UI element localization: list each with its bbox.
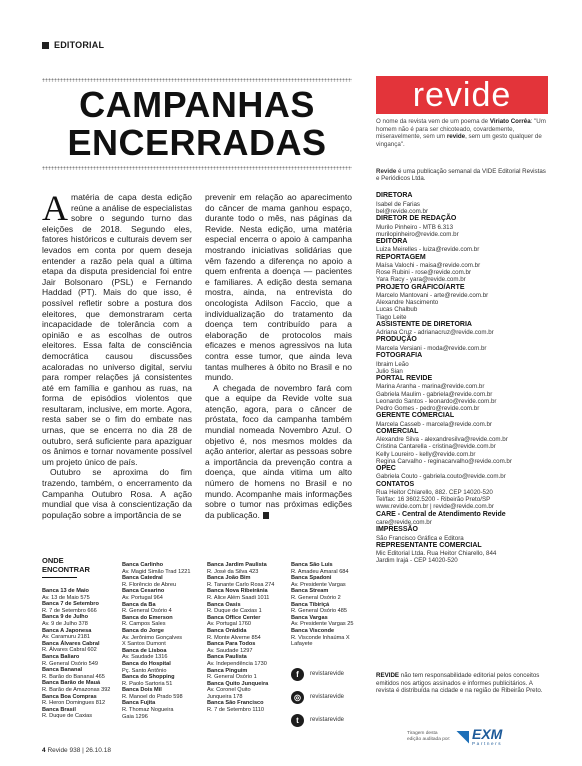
newsstand-address: Av. Saudade 1297 — [207, 647, 253, 654]
headline-bottom-rule — [42, 166, 352, 170]
newsstand-name: Banca do Jorge — [122, 627, 164, 634]
where-to-find-title-line-1: ONDE — [42, 556, 64, 565]
masthead-person: Leonardo Santos - leonardo@revide.com.br — [376, 397, 497, 405]
masthead-person: Ibraim Leão — [376, 360, 409, 368]
newsstand-address: R. 7 de Setembro 1110 — [207, 707, 265, 714]
social-twitter[interactable] — [291, 713, 344, 727]
page-footer — [42, 747, 111, 754]
where-to-find-title-line-2: ENCONTRAR — [42, 564, 90, 574]
masthead-person: Murilo Pinheiro - MTB 6.313 — [376, 223, 454, 231]
newsstand-name: Banca Spadoni — [291, 575, 332, 582]
exm-wordmark — [472, 728, 502, 746]
article-paragraph: prevenir em relação ao aparecimento do câncer de mama ganhou espaço, durante todo o mês, nas páginas da Revide. Nesta edição, uma matéria especial encerra o apoio à campanha mostrando iniciativas solidárias que vêm fazendo a diferença no apoio a quem enfrenta a doença — pacientes e familiares. A edição desta semana mostra, ainda, na entrevista do oncologista Adilson Faccio, que a individualização do tratamento da doença tem contribuído para a elaboração de protocolos mais eficazes e menos agressivos na luta contra esse tumor, que ainda leva tantas mulheres à óbito no Brasil e no mundo. — [205, 192, 352, 383]
newsstand-address: Pç. Santo Antônio — [122, 667, 167, 674]
social-handle: revistarevide — [310, 717, 345, 723]
footer-separator: | — [82, 747, 86, 754]
newsstand-name: Banca São Luis — [291, 562, 333, 568]
newsstand-name: Banca São Francisco — [207, 700, 264, 707]
masthead-person: www.revide.com.br | revide@revide.com.br — [376, 503, 494, 511]
masthead-person: Lucas Chalbub — [376, 306, 418, 314]
note-brand: REVIDE — [376, 672, 400, 679]
newsstand-address: R. Duque de Caxias — [42, 713, 93, 720]
newsstand-address: R. Thomaz Nogueira — [122, 707, 174, 714]
newsstand-name: Banca 9 de Julho — [42, 614, 89, 621]
newsstand-name: Banca Barão de Mauá — [42, 680, 101, 687]
newsstand-name: Banca Fujita — [122, 700, 156, 707]
section-tag — [42, 40, 104, 50]
masthead-role: PROJETO GRÁFICO/ARTE — [376, 283, 465, 291]
newsstand-address: R. General Osório 549 — [42, 660, 98, 667]
newsstand-name: Banca Boa Compras — [42, 693, 97, 700]
newsstand-name: Banca Catedral — [122, 575, 163, 582]
newsstand-name: Banca Stream — [291, 588, 329, 595]
newsstand-address: Av. Portugal 964 — [122, 594, 163, 601]
newsstand-address: R. José da Silva 423 — [207, 568, 259, 575]
newsstand-name: Banca Baliaro — [42, 653, 80, 660]
masthead-person: bel@revide.com.br — [376, 208, 429, 216]
article-paragraph-text: matéria de capa desta edição reúne a análise de especialistas sobre o segundo turno das eleições de 2018. Segundo eles, fatores históricos e culturais devem ser levados em conta por quem deseja entender a razão pela qual a última etapa da disputa presidencial foi entre Jair Bolsonaro (PSL) e Fernando Haddad (PT). Mais do que isso, é possível refletir sobre a postura dos eleitores, que demonstraram certa incapacidade de tolerância com a opinião e as escolhas de outros eleitores. Essa falta de consciência democrática causou discussões acaloradas no universo digital, serviu para romper relações já consistentes até em família e ganhou as ruas, na forma de episódios violentos que resultaram, inclusive, em morte. Agora, resta saber se o fim do embate nas urnas, que se encerra no dia 28 de outubro, será suficiente para apaziguar os ânimos e tornar novamente possível um projeto único de país. — [42, 192, 192, 467]
drop-cap: A — [42, 188, 68, 228]
masthead-person: care@revide.com.br — [376, 518, 432, 526]
masthead-person: Marcela Casseb - marcela@revide.com.br — [376, 420, 492, 428]
masthead-person: Yara Racy - yara@revide.com.br — [376, 276, 466, 284]
newsstand-address: R. Monte Alverne 854 — [207, 634, 261, 641]
newsstand-address: Av. Jerônimo Gonçalves — [122, 634, 183, 641]
masthead-person: Marcelo Mantovani - arte@revide.com.br — [376, 292, 489, 300]
tagline-word: revide — [446, 133, 466, 141]
masthead-person: Jardim Irajá - CEP 14020-520 — [376, 557, 458, 565]
newsstand-address: Av. Presidente Vargas — [291, 581, 346, 588]
exm-sub: Partners — [472, 741, 503, 746]
newsstand-name: Banca Bananal — [42, 667, 83, 674]
newsstand-column-2 — [122, 562, 202, 720]
footer-publication: Revide 938 — [47, 747, 81, 754]
masthead-person: Kelly Loureiro - kelly@revide.com.br — [376, 450, 476, 458]
where-to-find-title — [42, 557, 90, 578]
newsstand-address: R. Visconde Inhaúma X — [291, 634, 350, 641]
masthead-role: REPRESENTANTE COMERCIAL — [376, 541, 482, 549]
newsstand-address: Av. Independência 1730 — [207, 660, 267, 667]
newsstand-address: R. Amadeu Amaral 684 — [291, 568, 349, 575]
masthead-role: CONTATOS — [376, 480, 415, 488]
newsstand-name: Banca A Japonesa — [42, 627, 92, 634]
masthead-role: COMERCIAL — [376, 427, 419, 435]
masthead-person: Cristina Cantarella - cristina@revide.com.br — [376, 443, 496, 451]
newsstand-address: R. Campos Sales — [122, 621, 166, 628]
newsstand-name: Banca do Hospital — [122, 660, 171, 667]
masthead-role: GERENTE COMERCIAL — [376, 412, 455, 420]
newsstand-address: Junqueira 178 — [207, 693, 243, 700]
masthead-role: PORTAL REVIDE — [376, 374, 433, 382]
newsstand-name: Banca Office Center — [207, 614, 261, 621]
page-number: 4 — [42, 747, 46, 754]
masthead-role: EDITORA — [376, 238, 408, 246]
masthead-person: Julio Sian — [376, 367, 403, 375]
newsstand-address: Av. Coronel Quito — [207, 687, 251, 694]
where-to-find-underline — [42, 577, 77, 578]
masthead-person: Rose Rubini - rose@revide.com.br — [376, 269, 472, 277]
newsstand-name: Banca de Lisboa — [122, 647, 167, 654]
newsstand-address: R. Florêncio de Abreu — [122, 581, 177, 588]
instagram-icon: ◎ — [291, 691, 304, 704]
masthead-person: Isabel de Farias — [376, 200, 421, 208]
newsstand-name: Banca Visconde — [291, 627, 335, 634]
exm-logo — [456, 728, 502, 746]
newsstand-address: R. Heron Domingues 812 — [42, 700, 106, 707]
newsstand-name: Banca 7 de Setembro — [42, 601, 99, 608]
newsstand-name: Banca Quito Junqueira — [207, 680, 269, 687]
social-facebook[interactable] — [291, 667, 344, 681]
newsstand-address: R. General Osório 4 — [122, 608, 172, 615]
newsstand-column-3 — [207, 562, 287, 714]
headline-line-1: CAMPANHAS — [79, 84, 315, 125]
masthead-person: murilopinheiro@revide.com.br — [376, 230, 459, 238]
masthead-person: Tel/fax: 16 3602.5200 - Ribeirão Preto/SP — [376, 496, 491, 504]
note-text: não tem responsabilidade editorial pelos conceitos emitidos nos artigos assinados e informes publicitários. A revista é distribuída na cidade e na região de Ribeirão Preto. — [376, 672, 543, 695]
publisher-name: Revide — [376, 168, 397, 175]
masthead-person: São Francisco Gráfica e Editora — [376, 534, 464, 542]
tagline-text: , sem um gesto qualquer de vingança". — [376, 133, 542, 148]
newsstand-name: Banca Oasis — [207, 601, 241, 608]
newsstand-name: Banca Cesarino — [122, 588, 165, 595]
newsstand-name: Banca do Emerson — [122, 614, 173, 621]
masthead-person: Pedro Gomes - pedro@revide.com.br — [376, 404, 480, 412]
masthead-person: Gabriela Couto - gabriela.couto@revide.com.br — [376, 473, 506, 481]
newsstand-name: Banca 13 de Maio — [42, 588, 89, 594]
masthead-role: ASSISTENTE DE DIRETORIA — [376, 320, 472, 328]
tagline-text: : "Um homem não é para ser chicoteado, covardemente, miseravelmente, sem um — [376, 118, 546, 141]
newsstand-address: R. Álvares Cabral 602 — [42, 647, 97, 654]
social-handle: revistarevide — [310, 694, 345, 700]
newsstand-address: R. Alice Além Saadi 1011 — [207, 594, 270, 601]
newsstand-address: Av. 13 de Maio 575 — [42, 594, 90, 601]
newsstand-name: Banca Tibiriçá — [291, 601, 330, 608]
magazine-tagline — [376, 118, 548, 148]
masthead-role: DIRETORA — [376, 192, 413, 200]
newsstand-address: R. Barão do Bananal 465 — [42, 673, 105, 680]
audit-block — [407, 728, 502, 746]
tagline-text: O nome da revista vem de um poema de — [376, 118, 490, 125]
newsstand-address: Av. Presidente Vargas 25 — [291, 621, 354, 628]
newsstand-address: R. General Osório 2 — [291, 594, 341, 601]
masthead-person: Maísa Valochi - maisa@revide.com.br — [376, 262, 481, 270]
masthead-person: Gabriela Maulim - gabriela@revide.com.br — [376, 390, 493, 398]
masthead-person: Regina Carvalho - reginacarvalho@revide.com.br — [376, 457, 512, 465]
masthead-list — [376, 192, 548, 564]
newsstand-name: Banca Álvares Cabral — [42, 640, 100, 647]
newsstand-address: Av. 9 de Julho 378 — [42, 620, 88, 627]
section-label: EDITORIAL — [54, 40, 105, 50]
masthead-role: DIRETOR DE REDAÇÃO — [376, 215, 457, 223]
newsstand-address: Gaia 1296 — [122, 713, 148, 720]
newsstand-name: Banca Paulista — [207, 654, 247, 661]
headline-top-rule — [42, 78, 352, 82]
masthead-role: CARE - Central de Atendimento Revide — [376, 510, 506, 518]
disclaimer-note — [376, 672, 548, 695]
article-paragraph: Outubro se aproxima do fim trazendo, também, o encerramento da Campanha Outubro Rosa. A ação mundial que visa à conscientização da população sobre a importância de se — [42, 467, 192, 520]
masthead-role: FOTOGRAFIA — [376, 352, 423, 360]
publisher-text: é uma publicação semanal da VIDE Editorial Revistas e Periódicos Ltda. — [376, 168, 546, 183]
newsstand-column-1 — [42, 588, 117, 720]
newsstand-address: Av. Saudade 1316 — [122, 654, 168, 661]
masthead-person: Marcela Versiani - moda@revide.com.br — [376, 344, 487, 352]
masthead-person: Alexandre Nascimento — [376, 299, 439, 307]
newsstand-name: Banca da Ba — [122, 601, 156, 608]
newsstand-name: Banca Para Todos — [207, 641, 256, 648]
footer-date: 26.10.18 — [85, 747, 111, 754]
section-square-icon — [42, 42, 49, 49]
article-column-2 — [205, 192, 352, 520]
newsstand-name: Banca Jardim Paulista — [207, 562, 267, 568]
newsstand-name: Banca do Shopping — [122, 674, 175, 681]
masthead-role: REPORTAGEM — [376, 253, 426, 261]
headline-line-2: ENCERRADAS — [67, 122, 327, 163]
newsstand-address: R. Paolo Sartoria 51 — [122, 680, 173, 687]
twitter-icon: t — [291, 714, 304, 727]
masthead-person: Alexandre Silva - alexandresilva@revide.com.br — [376, 436, 508, 444]
masthead — [376, 168, 548, 565]
masthead-person: Adriana Cruz - adrianacruz@revide.com.br — [376, 329, 494, 337]
masthead-role: IMPRESSÃO — [376, 526, 419, 534]
audit-text: Tiragem desta edição auditada por: — [407, 731, 451, 742]
article-column-1 — [42, 188, 192, 520]
masthead-person: Mic Editorial Ltda. Rua Heitor Chiarello, 844 — [376, 550, 497, 558]
social-links — [291, 667, 344, 736]
social-handle: revistarevide — [310, 671, 345, 677]
article-paragraph-text: A chegada de novembro fará com que a equipe da Revide volte sua atenção, agora, para o câncer de próstata, foco da campanha também mundial nomeada Novembro Azul. O objetivo é, nos mesmos moldes da ação anterior, alertar as pessoas sobre a importância da prevenção contra a doença, que ainda vitima um alto número de homens no Brasil e no mundo. Acompanhe mais informações sobre o tumor nas próximas edições da publicação. — [205, 382, 352, 520]
masthead-role: PRODUÇÃO — [376, 336, 417, 344]
newsstand-name: Banca Orádida — [207, 627, 247, 634]
newsstand-name: Banca Vargas — [291, 614, 328, 621]
masthead-person: Tiago Leite — [376, 313, 407, 321]
facebook-icon: f — [291, 668, 304, 681]
masthead-person: Marina Aranha - marina@revide.com.br — [376, 383, 485, 391]
newsstand-name: Banca Brasil — [42, 706, 76, 713]
newsstand-address: Lafayete — [291, 641, 313, 648]
newsstand-name: Banca João Bim — [207, 575, 251, 582]
exm-mark-icon — [456, 731, 469, 744]
logo-text: revide — [412, 76, 512, 114]
newsstand-address: R. General Osório 485 — [291, 608, 347, 615]
newsstand-name: Banca Pinguim — [207, 667, 248, 674]
revide-logo — [376, 76, 548, 114]
newsstand-name: Banca Carlinho — [122, 562, 164, 568]
article-paragraph — [42, 188, 192, 467]
newsstand-address: Av. Caramuru 2181 — [42, 634, 90, 641]
article-paragraph-last — [205, 383, 352, 521]
masthead-person: Luiza Meirelles - luiza@revide.com.br — [376, 246, 480, 254]
newsstand-address: R. 7 de Setembro 666 — [42, 607, 97, 614]
masthead-role: OPEC — [376, 464, 396, 472]
newsstand-address: R. Duque de Caxias 1 — [207, 608, 262, 615]
exm-name: EXM — [472, 726, 503, 742]
newsstand-address: R. General Osório 1 — [207, 674, 257, 681]
end-mark-icon — [263, 512, 269, 519]
newsstand-address: R. Manoel do Prado 598 — [122, 693, 183, 700]
masthead-person: Rua Heitor Chiarello, 882. CEP 14020-520 — [376, 488, 493, 496]
publisher-info — [376, 168, 548, 182]
newsstand-address: Av. Magid Simão Trad 1221 — [122, 568, 191, 575]
newsstand-address: X Santos Dumont — [122, 641, 166, 648]
newsstand-address: R. Tanante Carlo Rosa 274 — [207, 581, 275, 588]
newsstand-address: R. Barão de Amazonas 392 — [42, 686, 111, 693]
social-instagram[interactable] — [291, 690, 344, 704]
page-title — [42, 86, 352, 162]
newsstand-column-4 — [291, 562, 361, 648]
newsstand-name: Banca Dois Mil — [122, 687, 162, 694]
tagline-author: Viriato Corrêa — [489, 118, 531, 125]
newsstand-name: Banca Nova Ribeirânia — [207, 588, 268, 595]
newsstand-address: Av. Portugal 1760 — [207, 621, 251, 628]
